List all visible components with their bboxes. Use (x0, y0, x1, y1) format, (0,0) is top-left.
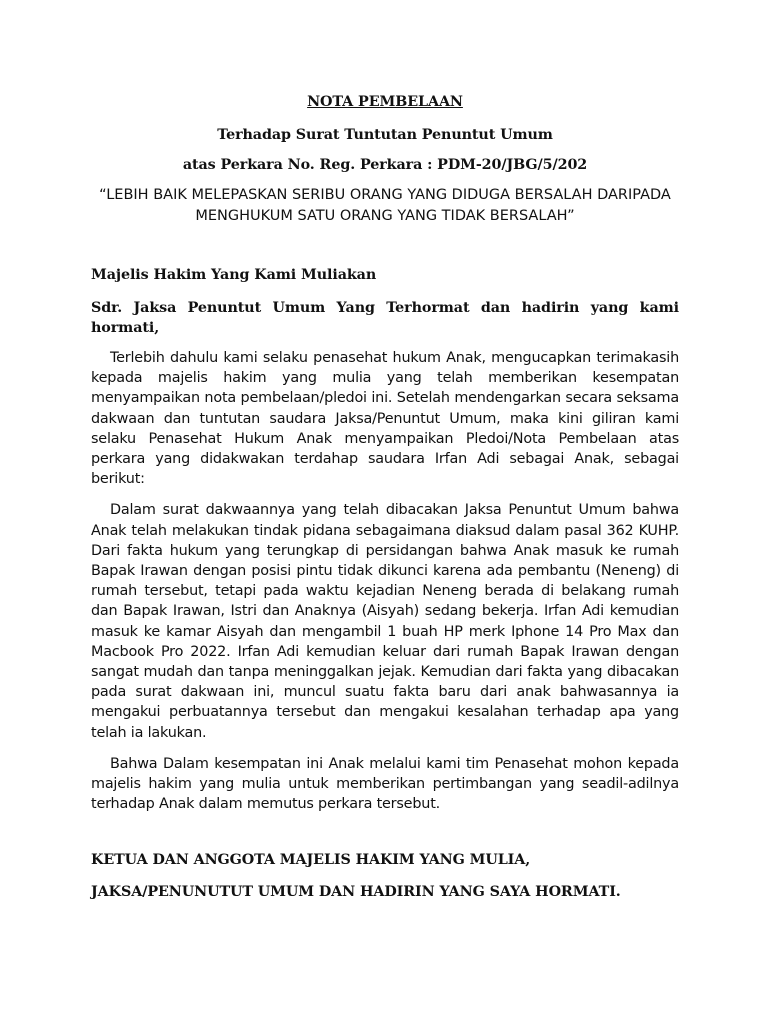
closing-block (91, 850, 679, 902)
body-paragraph-3: Bahwa Dalam kesempatan ini Anak melalui kami tim Penasehat mohon kepada majelis hakim yang mulia untuk memberikan pertimbangan yang seadil-adilnya terhadap Anak dalam memutus perkara tersebut. (91, 755, 679, 813)
body-paragraph-2: Dalam surat dakwaannya yang telah dibacakan Jaksa Penuntut Umum bahwa Anak telah melakukan tindak pidana sebagaimana diaksud dalam pasal 362 KUHP. Dari fakta hukum yang terungkap di persidangan bahwa Anak masuk ke rumah Bapak Irawan dengan posisi pintu tidak dikunci karena ada pembantu (Neneng) di rumah tersebut, tetapi pada waktu kejadian Neneng berada di belakang rumah dan Bapak Irawan, Istri dan Anaknya (Aisyah) sedang bekerja. Irfan Adi kemudian masuk ke kamar Aisyah dan mengambil 1 buah HP merk Iphone 14 Pro Max dan Macbook Pro 2022. Irfan Adi kemudian keluar dari rumah Bapak Irawan dengan sangat mudah dan tanpa meninggalkan jejak. Kemudian dari fakta yang dibacakan pada surat dakwaan ini, muncul suatu fakta baru dari anak bahwasannya ia mengakui perbuatannya tersebut dan mengakui kesalahan terhadap apa yang telah ia lakukan. (91, 502, 679, 741)
body-paragraph-1: Terlebih dahulu kami selaku penasehat hukum Anak, mengucapkan terimakasih kepada majelis hakim yang mulia yang telah memberikan kesempatan menyampaikan nota pembelaan/pledoi ini. Setelah mendengarkan secara seksama dakwaan dan tuntutan saudara Jaksa/Penuntut Umum, maka kini giliran kami selaku Penasehat Hukum Anak menyampaikan Pledoi/Nota Pembelaan atas perkara yang didakwakan terdahap saudara Irfan Adi sebagai Anak, sebagai berikut: (91, 350, 679, 488)
document-title: NOTA PEMBELAAN (307, 94, 463, 110)
document-subtitle-1: Terhadap Surat Tuntutan Penuntut Umum (217, 127, 553, 143)
salutation-judges: Majelis Hakim Yang Kami Muliakan (91, 267, 377, 283)
document-quote: “LEBIH BAIK MELEPASKAN SERIBU ORANG YANG DIDUGA BERSALAH DARIPADA MENGHUKUM SATU ORANG YANG TIDAK BERSALAH” (99, 187, 671, 224)
document-subtitle-2: atas Perkara No. Reg. Perkara : PDM-20/JBG/5/202 (182, 157, 588, 173)
salutation-prosecutor: Sdr. Jaksa Penuntut Umum Yang Terhormat dan hadirin yang kami hormati, (91, 300, 679, 336)
closing-address-prosecutor: JAKSA/PENUNUTUT UMUM DAN HADIRIN YANG SAYA HORMATI. (91, 884, 621, 901)
closing-address-judges: KETUA DAN ANGGOTA MAJELIS HAKIM YANG MULIA, (91, 852, 531, 869)
document-page (91, 92, 679, 914)
